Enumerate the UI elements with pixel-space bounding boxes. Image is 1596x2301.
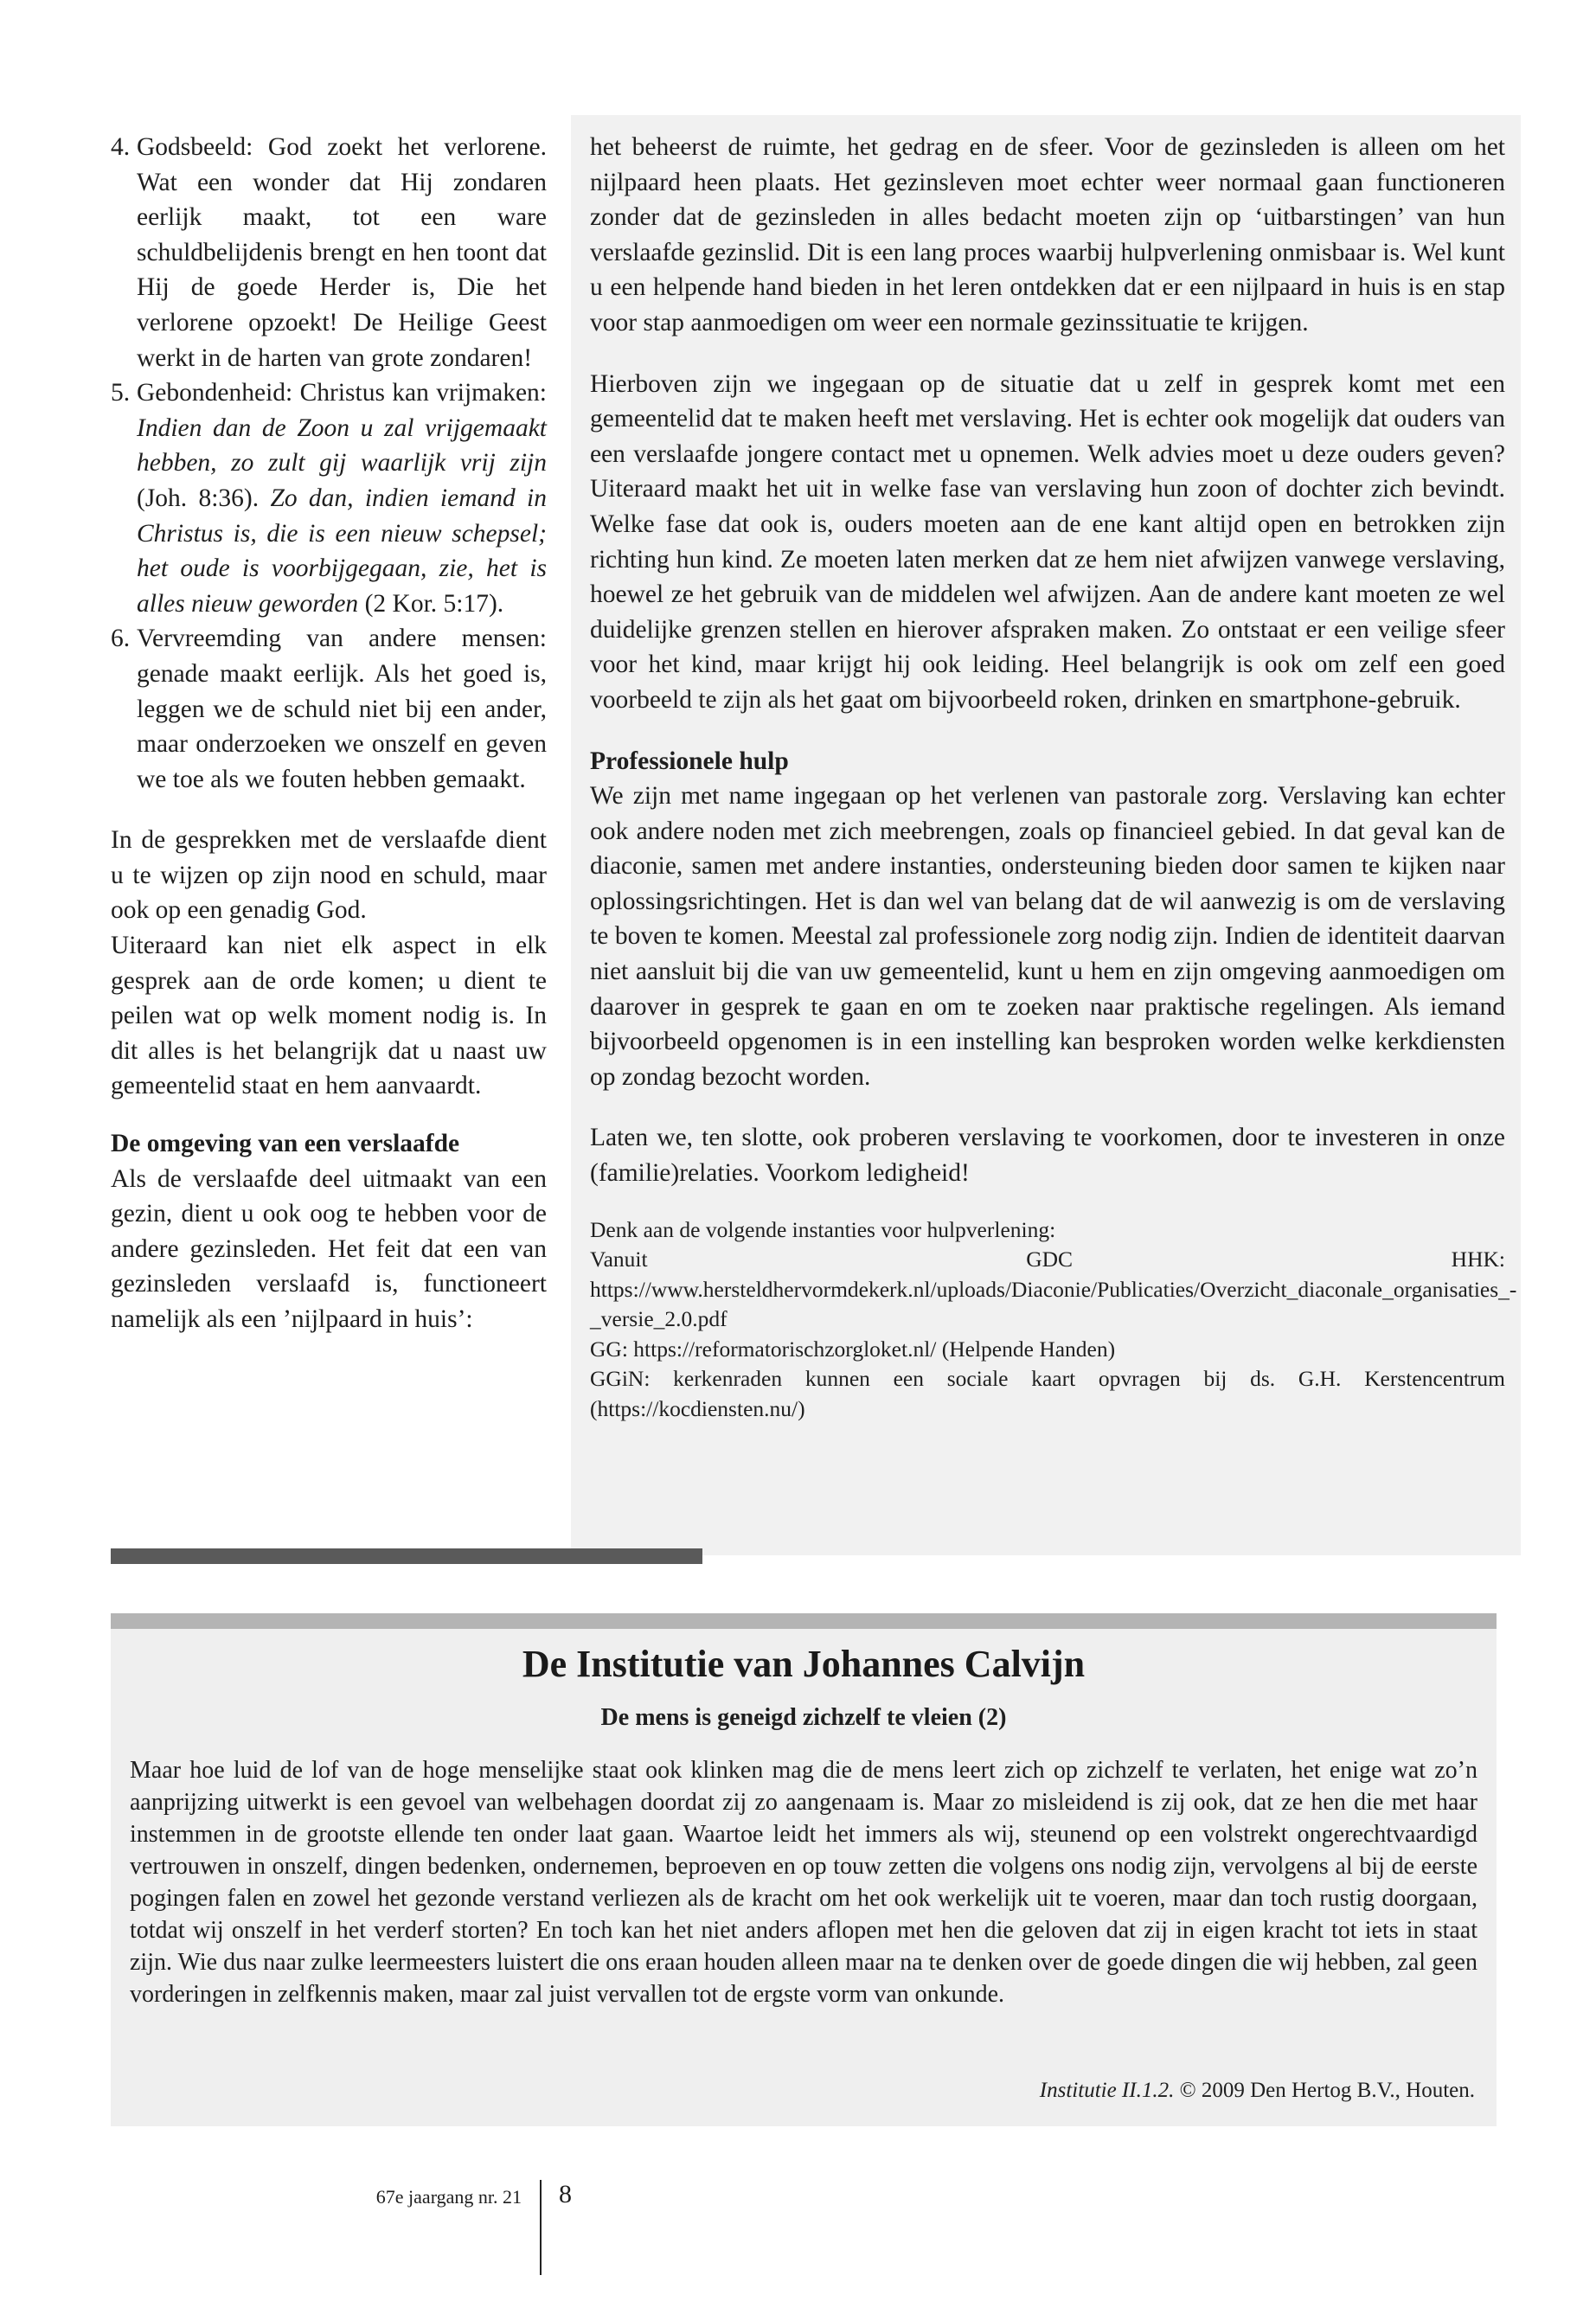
bible-quote: Indien dan de Zoon u zal vrijgemaakt hebben, zo zult gij waarlijk vrij zijn [137,413,547,478]
paragraph: het beheerst de ruimte, het gedrag en de sfeer. Voor de gezinsleden is alleen om het nijlpaard heen plaats. Het gezinsleven moet echter weer normaal gaan functioneren zonder dat de gezinsleden in alles bedacht moeten zijn op ‘uitbarstingen’ van hun verslaafde gezinslid. Dit is een lang proces waarbij hulpverlening onmisbaar is. Wel kunt u een helpende hand bieden in het leren ontdekken dat er een nijlpaard in huis is en stap voor stap aanmoedigen om weer een normale gezinssituatie te krijgen. [590,133,1505,336]
list-text: Godsbeeld: God zoekt het verlorene. Wat een wonder dat Hij zondaren eerlijk maakt, tot een ware schuldbelijdenis brengt en hen toont dat Hij de goede Herder is, Die het verlorene opzoekt! De Heilige Geest werkt in de harten van grote zondaren! [137,133,547,372]
article-top-bar [111,1613,1497,1629]
list-intro: Gebondenheid: Christus kan vrijmaken: [137,379,547,407]
list-item [111,621,547,797]
bible-reference: (Joh. 8:36). [137,484,271,512]
left-column [111,130,547,1337]
bible-reference: (2 Kor. 5:17). [358,589,504,618]
paragraph: Laten we, ten slotte, ook proberen verslaving te voorkomen, door te investeren in onze (familie)relaties. Voorkom ledigheid! [590,1124,1505,1188]
article-subtitle: De mens is geneigd zichzelf te vleien (2) [600,1704,1007,1731]
article-title: De Institutie van Johannes Calvijn [522,1643,1086,1685]
numbered-list [111,130,547,797]
article-source [1040,2076,1475,2106]
list-number: 6. [111,625,131,653]
resource-link[interactable]: GGiN: kerkenraden kunnen een sociale kaart opvragen bij ds. G.H. Kerstencentrum (https://kocdiensten.nu/) [590,1366,1505,1421]
paragraph: Uiteraard kan niet elk aspect in elk gesprek aan de orde komen; u dient te peilen wat op welk moment nodig is. In dit alles is het belangrijk dat u naast uw gemeentelid staat en hem aanvaardt. [111,932,547,1100]
source-title: Institutie II.1.2. [1039,2079,1175,2102]
list-item [111,130,547,375]
resource-link[interactable]: GG: https://reformatorischzorgloket.nl/ (Helpende Handen) [590,1336,1116,1362]
right-column [590,130,1517,1424]
resource-link[interactable]: Vanuit GDC HHK: https://www.hersteldhervormdekerk.nl/uploads/Diaconie/Publicaties/Overzicht_diaconale_organisaties_-_versie_2.0.pdf [590,1247,1517,1332]
section-heading: De omgeving van een verslaafde [111,1130,460,1158]
page-number: 8 [559,2180,572,2208]
list-item [111,375,547,621]
list-text: Vervreemding van andere mensen: genade maakt eerlijk. Als het goed is, leggen we de schuld niet bij een ander, maar onderzoeken we onszelf en geven we toe als we fouten hebben gemaakt. [137,625,547,793]
list-number: 4. [111,133,131,161]
footer-volume: 67e jaargang nr. 21 [375,2186,522,2208]
bible-quote: Zo dan, indien iemand in Christus is, die is een nieuw schepsel; het oude is voorbijgegaan, zie, het is alles nieuw geworden [137,484,547,618]
list-text [137,375,547,621]
list-number: 5. [111,379,131,407]
resources-list [590,1215,1517,1425]
resources-intro: Denk aan de volgende instanties voor hulpverlening: [590,1216,1056,1242]
paragraph: In de gesprekken met de verslaafde dient u te wijzen op zijn nood en schuld, maar ook op een genadig God. [111,826,547,925]
section-divider-bar [111,1548,702,1564]
footer-divider [540,2180,542,2275]
section-heading: Professionele hulp [590,747,789,775]
paragraph: Als de verslaafde deel uitmaakt van een gezin, dient u ook oog te hebben voor de andere gezinsleden. Het feit dat een van gezinsleden verslaafd is, functioneert namelijk als een ’nijlpaard in huis’: [111,1164,547,1333]
article-body: Maar hoe luid de lof van de hoge menselijke staat ook klinken mag die de mens leert zich op zichzelf te verlaten, het enige wat zo’n aanprijzing uitwerkt is een gevoel van welbehagen doordat zij zo aangenaam is. Maar zo misleidend is zij ook, dat ze hen die met haar instemmen in de grootste ellende ten onder laat gaan. Waartoe leidt het immers als wij, steunend op een volstrekt ongerechtvaardigd vertrouwen in onszelf, dingen bedenken, ondernemen, beproeven en op touw zetten die volgens ons nodig zijn, vervolgens al bij de eerste pogingen falen en zowel het gezonde verstand verliezen als de kracht om het ook werkelijk uit te voeren, maar dan toch rustig doorgaan, totdat wij onszelf in het verderf storten? En toch kan het niet anders aflopen met hen die geloven dat zij in eigen kracht tot iets in staat zijn. Wie dus naar zulke leermeesters luistert die ons eraan houden alleen maar na te denken over de goede dingen die wij hebben, zal geen vorderingen in zelfkennis maken, maar zal juist vervallen tot de ergste vorm van onkunde. [130,1757,1477,2008]
source-copyright: © 2009 Den Hertog B.V., Houten. [1174,2079,1475,2102]
paragraph: Hierboven zijn we ingegaan op de situatie dat u zelf in gesprek komt met een gemeentelid dat te maken heeft met verslaving. Het is echter ook mogelijk dat ouders van een verslaafde jongere contact met u opnemen. Welk advies moet u deze ouders geven? Uiteraard maakt het uit in welke fase van verslaving hun zoon of dochter zich bevindt. Welke fase dat ook is, ouders moeten aan de ene kant altijd open en betrokken zijn richting hun kind. Ze moeten laten merken dat ze hem niet afwijzen vanwege verslaving, hoewel ze het gebruik van de middelen wel afwijzen. Aan de andere kant moeten ze wel duidelijke grenzen stellen en hierover afspraken maken. Zo ontstaat er een veilige sfeer voor het kind, maar krijgt hij ook leiding. Heel belangrijk is ook om zelf een goed voorbeeld te zijn als het gaat om bijvoorbeeld roken, drinken en smartphone-gebruik. [590,369,1505,714]
paragraph: We zijn met name ingegaan op het verlenen van pastorale zorg. Verslaving kan echter ook andere noden met zich meebrengen, zoals op financieel gebied. In dat geval kan de diaconie, samen met andere instanties, ondersteuning bieden door samen te kijken naar oplossingsrichtingen. Het is dan wel van belang dat de wil aanwezig is om de verslaving te boven te komen. Meestal zal professionele zorg nodig zijn. Indien de identiteit daarvan niet aansluit bij die van uw gemeentelid, kunt u hem en zijn omgeving aanmoedigen om daarover in gesprek te gaan en om te zoeken naar praktische regelingen. Als iemand bijvoorbeeld opgenomen is in een instelling kan besproken worden welke kerkdiensten op zondag bezocht worden. [590,782,1505,1091]
